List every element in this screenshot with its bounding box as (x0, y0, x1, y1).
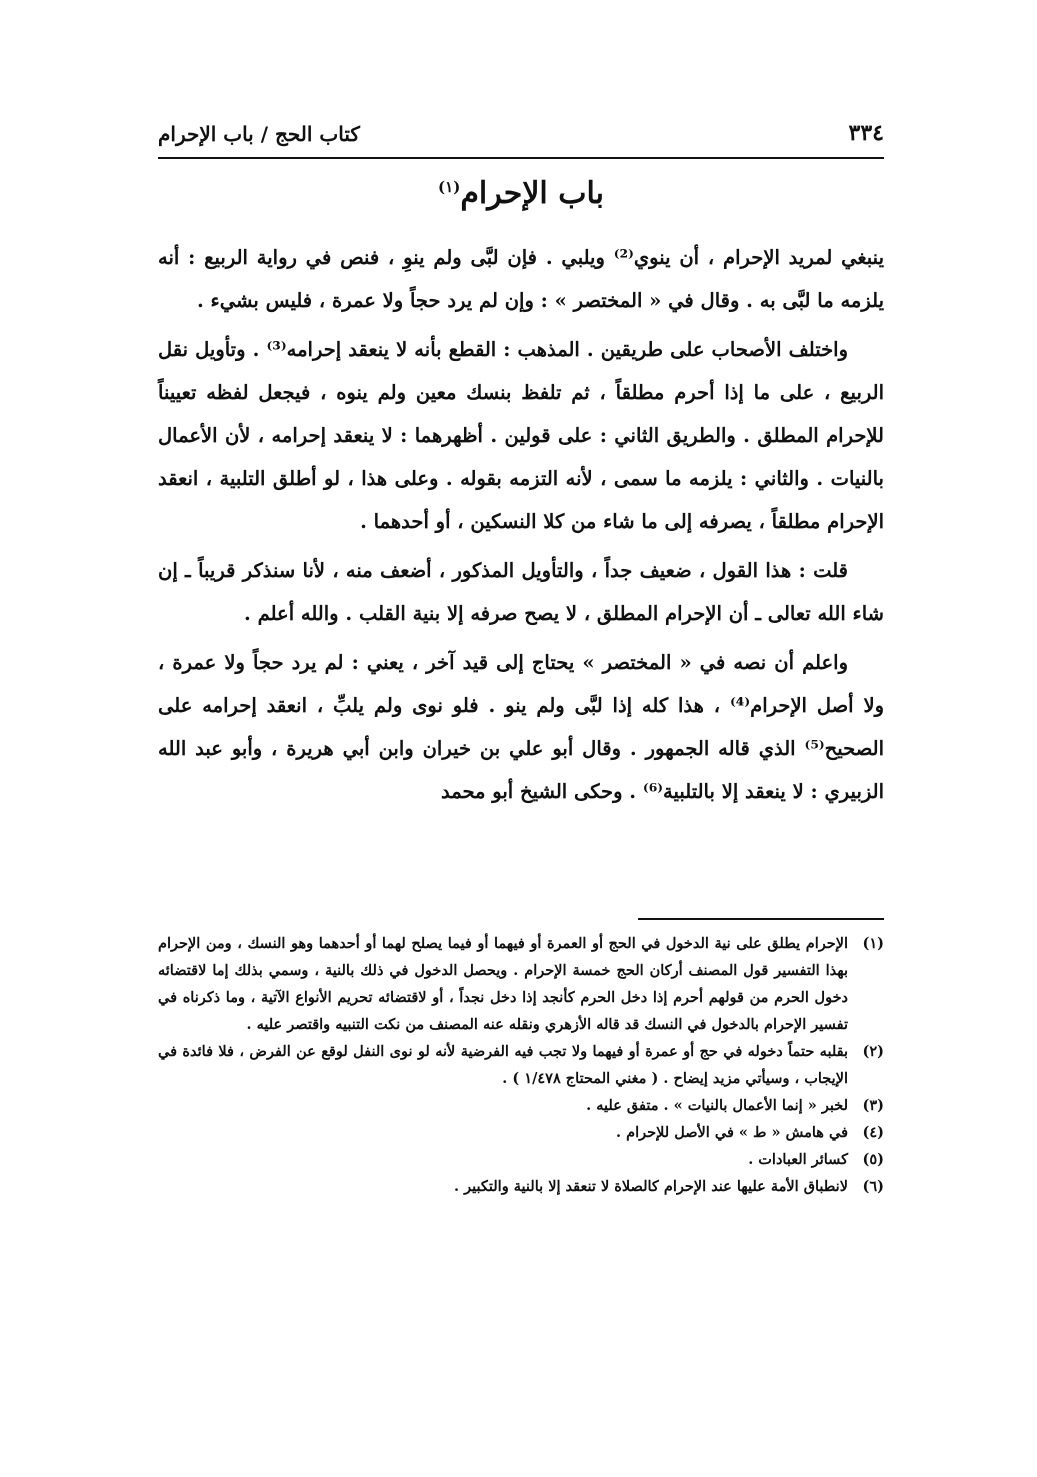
chapter-title-text: باب الإحرام (460, 176, 604, 211)
footnote (158, 1038, 884, 1092)
page-number: ٣٣٤ (848, 120, 884, 146)
footnote-text: في هامش « ط » في الأصل للإحرام . (616, 1124, 848, 1141)
footnote-text: كسائر العبادات . (748, 1151, 848, 1168)
footnote (158, 1119, 884, 1146)
footnote (158, 1173, 884, 1200)
footnote-text: بقلبه حتماً دخوله في حج أو عمرة أو فيهما ولا تجب فيه الفرضية لأنه لو نوى النفل لوقع عن الفرض ، فلا فائدة في الإيجاب ، وسيأتي مزيد إيضاح . ( مغني المحتاج ١/٤٧٨ ) . (158, 1043, 848, 1087)
footnote-number: (٥) (862, 1151, 884, 1168)
header-rule (158, 157, 884, 159)
paragraph: واختلف الأصحاب على طريقين . المذهب : القطع بأنه لا ينعقد إحرامه⁽³⁾ . وتأويل نقل الربيع ، على ما إذا أحرم مطلقاً ، ثم تلفظ بنسك معين ولم ينوه ، فيجعل لفظه تعييناً للإحرام المطلق . والطريق الثاني : على قولين . أظهرهما : لا ينعقد إحرامه ، لأن الأعمال بالنيات . والثاني : يلزمه ما سمى ، لأنه التزمه بقوله . وعلى هذا ، لو أطلق التلبية ، انعقد الإحرام مطلقاً ، يصرفه إلى ما شاء من كلا النسكين ، أو أحدهما . (158, 338, 884, 533)
footnote (158, 1146, 884, 1173)
footnote-text: الإحرام يطلق على نية الدخول في الحج أو العمرة أو فيهما أو فيما يصلح لهما أو أحدهما وهو النسك ، ومن الإحرام بهذا التفسير قول المصنف أركان الحج خمسة الإحرام . ويحصل الدخول في ذلك بالنية ، وسمي بذلك إما لاقتضائه دخول الحرم من قولهم أحرم إذا دخل الحرم كأنجد إذا دخل نجداً ، أو لاقتضائه تحريم الأنواع الآتية ، وما ذكرناه في تفسير الإحرام بالدخول في النسك قد قاله الأزهري ونقله عنه المصنف من نكت التنبيه واقتصر عليه . (158, 935, 848, 1033)
footnote (158, 1092, 884, 1119)
chapter-title (158, 176, 884, 211)
page-header (158, 118, 884, 158)
footnote-number: (٢) (862, 1043, 884, 1060)
footnote-number: (٣) (862, 1097, 884, 1114)
main-text (158, 236, 884, 819)
footnote-number: (٦) (862, 1178, 884, 1195)
footnote-number: (١) (862, 935, 884, 952)
footnote-text: لخبر « إنما الأعمال بالنيات » . متفق عليه . (586, 1097, 848, 1114)
footnotes (158, 930, 884, 1200)
paragraph: قلت : هذا القول ، ضعيف جداً ، والتأويل المذكور ، أضعف منه ، لأنا سنذكر قريباً ـ إن شاء الله تعالى ـ أن الإحرام المطلق ، لا يصح صرفه إلا بنية القلب . والله أعلم . (158, 559, 884, 625)
title-footnote-ref: (١) (438, 178, 461, 196)
footnote-number: (٤) (862, 1124, 884, 1141)
footnote-rule (638, 918, 884, 920)
paragraph: ينبغي لمريد الإحرام ، أن ينوي⁽²⁾ ويلبي . فإن لبَّى ولم ينوِ ، فنص في رواية الربيع : أنه يلزمه ما لبَّى به . وقال في « المختصر » : وإن لم يرد حجاً ولا عمرة ، فليس بشيء . (158, 246, 884, 312)
footnote-text: لانطباق الأمة عليها عند الإحرام كالصلاة لا تنعقد إلا بالنية والتكبير . (454, 1178, 848, 1195)
running-title: كتاب الحج / باب الإحرام (158, 122, 360, 146)
footnote (158, 930, 884, 1038)
paragraph: واعلم أن نصه في « المختصر » يحتاج إلى قيد آخر ، يعني : لم يرد حجاً ولا عمرة ، ولا أصل الإحرام⁽⁴⁾ ، هذا كله إذا لبَّى ولم ينو . فلو نوى ولم يلبِّ ، انعقد إحرامه على الصحيح⁽⁵⁾ الذي قاله الجمهور . وقال أبو علي بن خيران وابن أبي هريرة ، وأبو عبد الله الزبيري : لا ينعقد إلا بالتلبية⁽⁶⁾ . وحكى الشيخ أبو محمد (158, 651, 884, 803)
